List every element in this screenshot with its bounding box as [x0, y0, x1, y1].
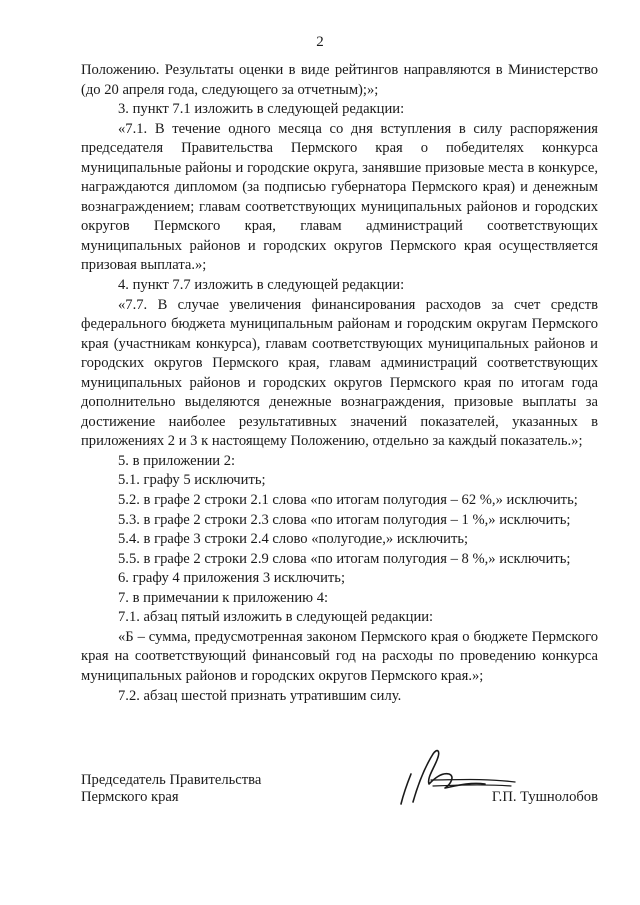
item-7-heading: 7. в примечании к приложению 4:	[118, 589, 329, 606]
signatory-title	[81, 772, 261, 806]
item-5-heading: 5. в приложении 2:	[118, 452, 236, 469]
item-7-7-quote: «7.7. В случае увеличения финансирования расходов за счет средств федерального бюджета муниципальным районам и городским округам Пермского края (участникам конкурса), главам соответствующих муниципальных районов и городских округов Пермского края, главам администраций соответствующих муниципальных районов и городских округов Пермского края по итогам года дополнительно выделяются денежные вознаграждения, призовые выплаты за достижение наиболее результативных значений показателей, указанных в приложениях 2 и 3 к настоящему Положению, отдельно за каждый показатель.»;	[81, 296, 598, 450]
item-5-3: 5.3. в графе 2 строки 2.3 слова «по итогам полугодия – 1 %,» исключить;	[118, 511, 571, 528]
item-5-4: 5.4. в графе 3 строки 2.4 слово «полугодие,» исключить;	[118, 531, 469, 548]
item-4-heading: 4. пункт 7.7 изложить в следующей редакции:	[118, 277, 405, 294]
item-7-1-quote: «7.1. В течение одного месяца со дня вступления в силу распоряжения председателя Правительства Пермского края о победителях конкурса муниципальные районы и городские округа, занявшие призовые места в конкурсе, награждаются дипломом (за подписью губернатора Пермского края) и денежным вознаграждением; главам соответствующих муниципальных районов и городских округов Пермского края, главам администраций соответствующих муниципальных районов и городских округов Пермского края осуществляется призовая выплата.»;	[81, 120, 598, 274]
item-3-heading: 3. пункт 7.1 изложить в следующей редакции:	[118, 101, 405, 118]
item-7-2: 7.2. абзац шестой признать утратившим силу.	[118, 687, 402, 704]
item-5-2: 5.2. в графе 2 строки 2.1 слова «по итогам полугодия – 62 %,» исключить;	[118, 492, 578, 509]
signature-block	[81, 772, 598, 832]
page-number: 2	[316, 34, 324, 50]
item-5-5: 5.5. в графе 2 строки 2.9 слова «по итогам полугодия – 8 %,» исключить;	[118, 550, 571, 567]
document-body	[81, 61, 598, 706]
signatory-title-line1: Председатель Правительства	[81, 772, 262, 788]
signatory-title-line2: Пермского края	[81, 789, 179, 805]
item-7-1: 7.1. абзац пятый изложить в следующей редакции:	[118, 609, 434, 626]
item-7-1-quote-b: «Б – сумма, предусмотренная законом Пермского края о бюджете Пермского края на соответствующий финансовый год на расходы по проведению конкурса муниципальных районов и городских округов Пермского края.»;	[81, 628, 598, 684]
item-5-1: 5.1. графу 5 исключить;	[118, 472, 266, 489]
paragraph-continuation: Положению. Результаты оценки в виде рейтингов направляются в Министерство (до 20 апреля года, следующего за отчетным);»;	[81, 62, 598, 98]
signatory-name: Г.П. Тушнолобов	[491, 789, 598, 805]
item-6: 6. графу 4 приложения 3 исключить;	[118, 570, 346, 587]
